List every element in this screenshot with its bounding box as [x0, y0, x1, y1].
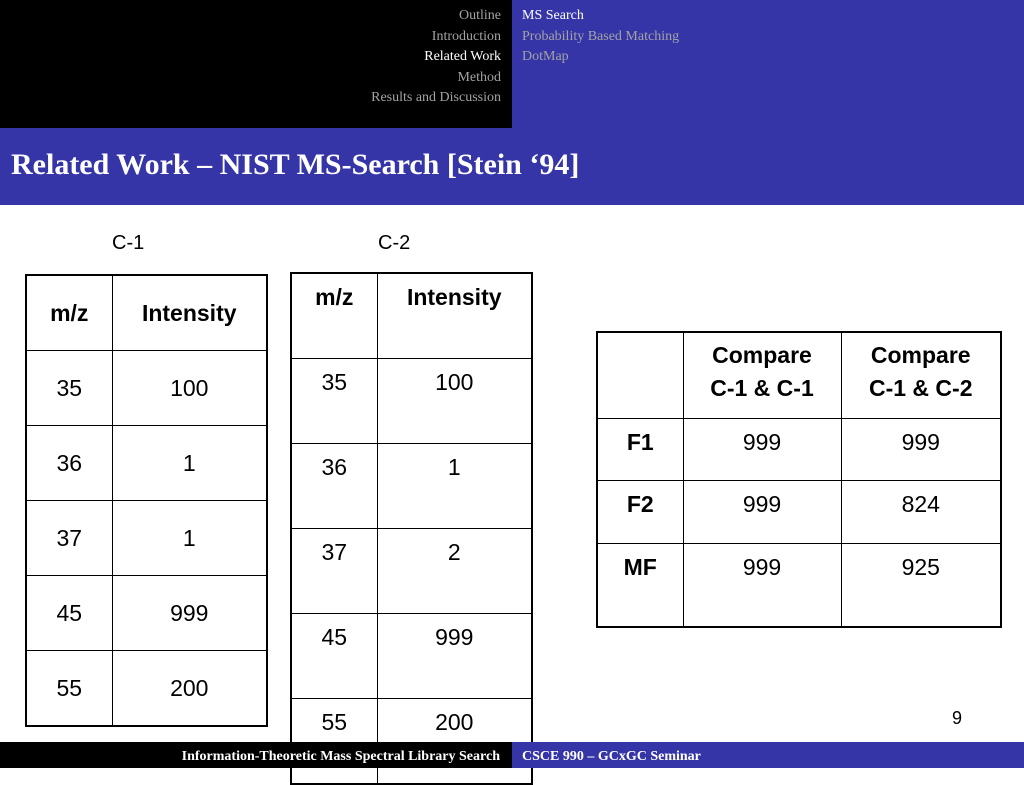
table-row [291, 444, 532, 529]
table-row [597, 418, 1001, 480]
table-cell: 45 [291, 614, 377, 699]
nav-section-outline[interactable]: Outline [459, 8, 501, 23]
table-cell: 100 [377, 359, 532, 444]
title-bar [0, 128, 1024, 205]
section-nav-list [371, 6, 501, 109]
table-cell: 999 [683, 543, 841, 627]
table-cell: 1 [377, 444, 532, 529]
table-row [26, 351, 267, 426]
table-row [26, 501, 267, 576]
section-nav-panel [0, 0, 512, 128]
table-c1 [25, 274, 268, 727]
table-header-row [597, 332, 1001, 418]
nav-subsection-ms-search[interactable]: MS Search [522, 8, 584, 23]
column-header: m/z [291, 273, 377, 359]
table-cell: 55 [26, 651, 112, 727]
table-cell: 999 [683, 418, 841, 480]
table-row [26, 651, 267, 727]
column-header: Intensity [112, 275, 267, 351]
table-cell: 35 [26, 351, 112, 426]
row-header: MF [597, 543, 683, 627]
table-c1-caption: C-1 [112, 232, 145, 254]
table-row [26, 426, 267, 501]
footer-left-panel [0, 742, 512, 768]
column-header-line: Compare [712, 342, 812, 368]
table-compare [596, 331, 1002, 628]
column-header-line: Compare [870, 342, 971, 368]
table-header-row [291, 273, 532, 359]
table-cell: 37 [291, 529, 377, 614]
table-cell: 2 [377, 529, 532, 614]
table-row [291, 529, 532, 614]
footer-course-name: CSCE 990 – GCxGC Seminar [522, 749, 701, 764]
table-row [597, 543, 1001, 627]
table-row [597, 480, 1001, 543]
table-cell: 925 [841, 543, 1001, 627]
subsection-nav-panel [512, 0, 1024, 128]
column-header-line: C-1 & C-2 [868, 375, 973, 401]
table-c2-caption: C-2 [378, 232, 411, 254]
column-header [683, 332, 841, 418]
table-cell: 999 [377, 614, 532, 699]
nav-section-method[interactable]: Method [457, 69, 501, 85]
table-cell: 37 [26, 501, 112, 576]
table-cell: 999 [683, 480, 841, 543]
table-cell: 45 [26, 576, 112, 651]
column-header: Intensity [377, 273, 532, 359]
row-header: F2 [597, 480, 683, 543]
column-header-line: C-1 & C-1 [710, 375, 814, 401]
table-row [26, 576, 267, 651]
table-c2 [290, 272, 533, 785]
footer-right-panel [512, 742, 1024, 768]
table-cell: 1 [112, 426, 267, 501]
column-header [841, 332, 1001, 418]
table-cell: 55 [291, 699, 377, 785]
nav-section-results[interactable]: Results and Discussion [371, 90, 501, 105]
column-header-empty [597, 332, 683, 418]
nav-subsection-probability-matching[interactable]: Probability Based Matching [522, 28, 680, 44]
table-cell: 36 [291, 444, 377, 529]
table-header-row [26, 275, 267, 351]
table-cell: 824 [841, 480, 1001, 543]
nav-section-introduction[interactable]: Introduction [431, 28, 501, 44]
nav-section-related-work[interactable]: Related Work [424, 49, 501, 64]
table-cell: 1 [112, 501, 267, 576]
table-cell: 36 [26, 426, 112, 501]
table-cell: 999 [112, 576, 267, 651]
nav-subsection-dotmap[interactable]: DotMap [522, 49, 569, 64]
footer-presentation-title: Information-Theoretic Mass Spectral Library Search [181, 749, 500, 764]
page-number: 9 [951, 708, 962, 728]
table-cell: 200 [377, 699, 532, 785]
table-row [291, 359, 532, 444]
table-cell: 100 [112, 351, 267, 426]
table-cell: 200 [112, 651, 267, 727]
table-row [291, 614, 532, 699]
row-header: F1 [597, 418, 683, 480]
column-header: m/z [26, 275, 112, 351]
slide-title: Related Work – NIST MS-Search [Stein ‘94] [11, 148, 580, 181]
subsection-nav-list [522, 6, 679, 68]
table-cell: 35 [291, 359, 377, 444]
table-cell: 999 [841, 418, 1001, 480]
